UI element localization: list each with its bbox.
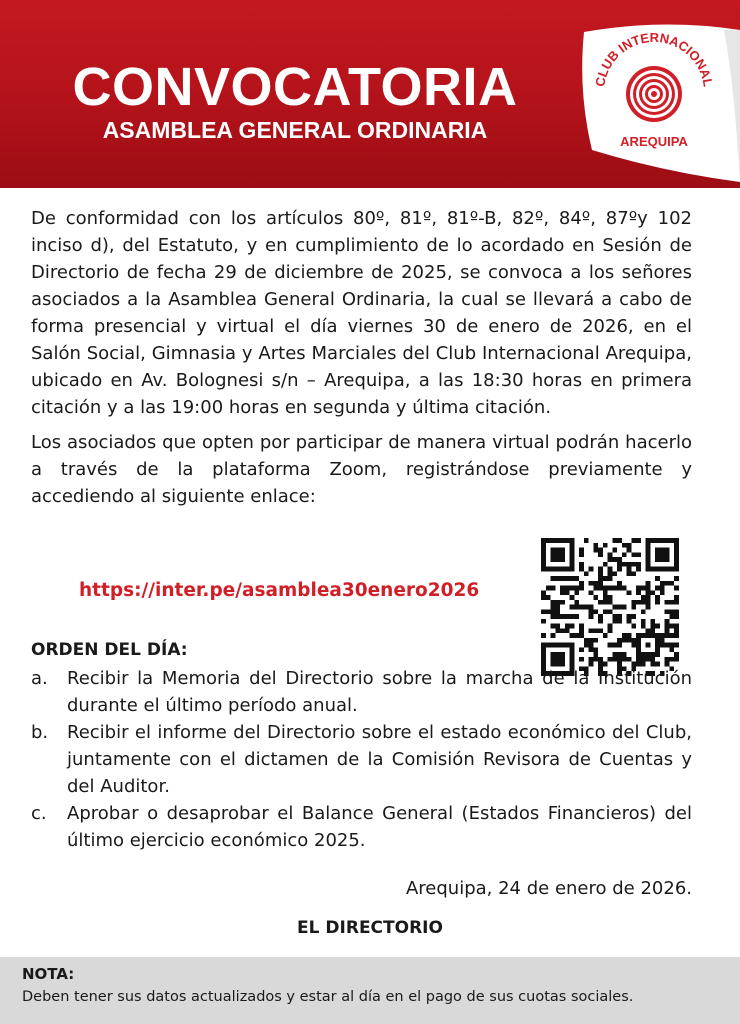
agenda-list	[31, 665, 692, 854]
club-logo-icon	[574, 22, 740, 182]
note-title: NOTA:	[22, 965, 75, 983]
agenda-letter: c.	[31, 803, 47, 824]
agenda-text: Aprobar o desaprobar el Balance General (Estados Financieros) del último ejercicio económico 2025.	[67, 803, 692, 851]
note-text: Deben tener sus datos actualizados y estar al día en el pago de sus cuotas sociales.	[22, 989, 634, 1005]
virtual-paragraph-line2: previamente y accediendo al siguiente enlace:	[31, 459, 693, 507]
logo-bottom-text: AREQUIPA	[620, 134, 688, 149]
intro-paragraph: De conformidad con los artículos 80º, 81º, 81º-B, 82º, 84º, 87ºy 102 inciso d), del Estatuto, y en cumplimiento de lo acordado en Sesión de Directorio de fecha 29 de diciembre de 2025, se convoca a los señores asociados a la Asamblea General Ordinaria, la cual se llevará a cabo de forma presencial y virtual el día viernes 30 de enero de 2026, en el Salón Social, Gimnasia y Artes Marciales del Club Internacional Arequipa, ubicado en Av. Bolognesi s/n – Arequipa, a las 18:30 horas en primera citación y a las 19:00 horas en segunda y última citación.	[31, 208, 692, 418]
logo-top-text: CLUB INTERNACIONAL	[592, 29, 716, 88]
page-subtitle: ASAMBLEA GENERAL ORDINARIA	[102, 117, 488, 143]
zoom-link[interactable]: https://inter.pe/asamblea30enero2026	[79, 580, 480, 601]
agenda-item-b	[31, 719, 692, 800]
agenda-letter: b.	[31, 722, 49, 743]
qr-code-icon	[541, 538, 679, 676]
signature: EL DIRECTORIO	[297, 918, 443, 938]
body-content	[31, 205, 692, 510]
agenda-text: Recibir la Memoria del Directorio sobre la marcha de la Institución durante el último período anual.	[67, 668, 692, 716]
virtual-paragraph	[31, 429, 692, 510]
header-banner	[0, 0, 740, 188]
page-title: CONVOCATORIA	[72, 57, 518, 117]
agenda-letter: a.	[31, 668, 48, 689]
agenda-title: ORDEN DEL DÍA:	[31, 640, 188, 660]
virtual-paragraph-line1: Los asociados que opten por participar de manera virtual podrán hacerlo a través de la plataforma Zoom, registrándose	[31, 432, 692, 480]
agenda-item-c	[31, 800, 692, 854]
date-line: Arequipa, 24 de enero de 2026.	[405, 878, 692, 899]
agenda-item-a	[31, 665, 692, 719]
note-box	[0, 957, 740, 1024]
agenda-text: Recibir el informe del Directorio sobre el estado económico del Club, juntamente con el dictamen de la Comisión Revisora de Cuentas y del Auditor.	[67, 722, 692, 797]
